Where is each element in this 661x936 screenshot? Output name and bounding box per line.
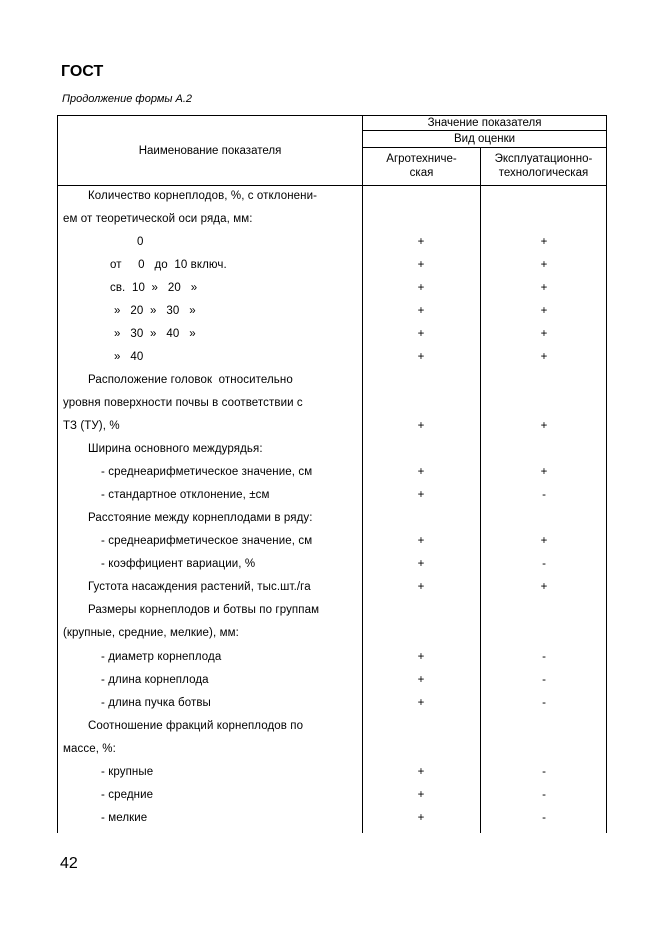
agro-mark: + (417, 489, 425, 501)
expl-mark: - (542, 558, 546, 570)
header-expl (481, 152, 606, 180)
agro-mark: + (417, 305, 425, 317)
agro-mark: + (417, 236, 425, 248)
expl-mark: + (540, 236, 548, 248)
expl-mark: + (540, 420, 548, 432)
doc-subtitle: Продолжение формы А.2 (62, 93, 193, 105)
agro-mark: + (417, 420, 425, 432)
row-label: - длина корнеплода (101, 674, 209, 686)
row-label: ем от теоретической оси ряда, мм: (63, 213, 253, 225)
rule-eval-under (362, 147, 607, 148)
row-label: - диаметр корнеплода (101, 651, 222, 663)
row-label: Размеры корнеплодов и ботвы по группам (88, 604, 320, 616)
expl-mark: + (540, 259, 548, 271)
expl-mark: - (542, 697, 546, 709)
expl-mark: - (542, 789, 546, 801)
header-expl-line2: технологическая (498, 167, 589, 179)
agro-mark: + (417, 558, 425, 570)
row-label: ТЗ (ТУ), % (63, 420, 120, 432)
row-label: Ширина основного междурядья: (88, 443, 263, 455)
row-label: » 40 (114, 351, 144, 363)
row-label: Расположение головок относительно (88, 374, 293, 386)
row-label: Расстояние между корнеплодами в ряду: (88, 512, 313, 524)
agro-mark: + (417, 697, 425, 709)
row-label: - среднеарифметическое значение, см (101, 466, 313, 478)
row-label: - коэффициент вариации, % (101, 558, 256, 570)
row-label: массе, %: (63, 743, 116, 755)
expl-mark: - (542, 489, 546, 501)
agro-mark: + (417, 766, 425, 778)
header-eval: Вид оценки (453, 133, 516, 145)
agro-mark: + (417, 328, 425, 340)
expl-mark: - (542, 812, 546, 824)
row-label: Соотношение фракций корнеплодов по (88, 720, 304, 732)
rule-left (57, 115, 58, 833)
doc-code: ГОСТ (61, 63, 104, 80)
row-label: - мелкие (101, 812, 148, 824)
agro-mark: + (417, 466, 425, 478)
expl-mark: + (540, 466, 548, 478)
agro-mark: + (417, 789, 425, 801)
rule-header-bottom (57, 185, 607, 186)
row-label: (крупные, средние, мелкие), мм: (63, 627, 239, 639)
expl-mark: - (542, 651, 546, 663)
rule-col-split (362, 115, 363, 833)
agro-mark: + (417, 581, 425, 593)
row-label: св. 10 » 20 » (110, 282, 198, 294)
expl-mark: - (542, 766, 546, 778)
expl-mark: + (540, 581, 548, 593)
page-number: 42 (60, 855, 78, 872)
expl-mark: + (540, 535, 548, 547)
row-label: » 30 » 40 » (114, 328, 196, 340)
expl-mark: + (540, 351, 548, 363)
agro-mark: + (417, 282, 425, 294)
header-expl-line1: Эксплуатационно- (494, 153, 593, 165)
row-label: - крупные (101, 766, 154, 778)
rule-right (606, 115, 607, 833)
expl-mark: + (540, 305, 548, 317)
header-value: Значение показателя (427, 117, 542, 129)
header-agro (363, 152, 480, 180)
agro-mark: + (417, 651, 425, 663)
row-label: - стандартное отклонение, ±см (101, 489, 270, 501)
row-label: Густота насаждения растений, тыс.шт./га (88, 581, 311, 593)
rule-value-under (362, 130, 607, 131)
agro-mark: + (417, 351, 425, 363)
row-label: Количество корнеплодов, %, с отклонени- (88, 190, 318, 202)
agro-mark: + (417, 259, 425, 271)
agro-mark: + (417, 674, 425, 686)
header-name: Наименование показателя (138, 145, 282, 157)
row-label: » 20 » 30 » (114, 305, 196, 317)
row-label: 0 (137, 236, 144, 248)
header-agro-line1: Агротехниче- (386, 153, 457, 165)
row-label: - средние (101, 789, 154, 801)
row-label: - среднеарифметическое значение, см (101, 535, 313, 547)
row-label: от 0 до 10 включ. (110, 259, 227, 271)
agro-mark: + (417, 812, 425, 824)
expl-mark: + (540, 328, 548, 340)
header-agro-line2: ская (409, 167, 434, 179)
rule-col-split-2 (480, 148, 481, 833)
row-label: - длина пучка ботвы (101, 697, 211, 709)
agro-mark: + (417, 535, 425, 547)
expl-mark: - (542, 674, 546, 686)
expl-mark: + (540, 282, 548, 294)
row-label: уровня поверхности почвы в соответствии с (63, 397, 303, 409)
